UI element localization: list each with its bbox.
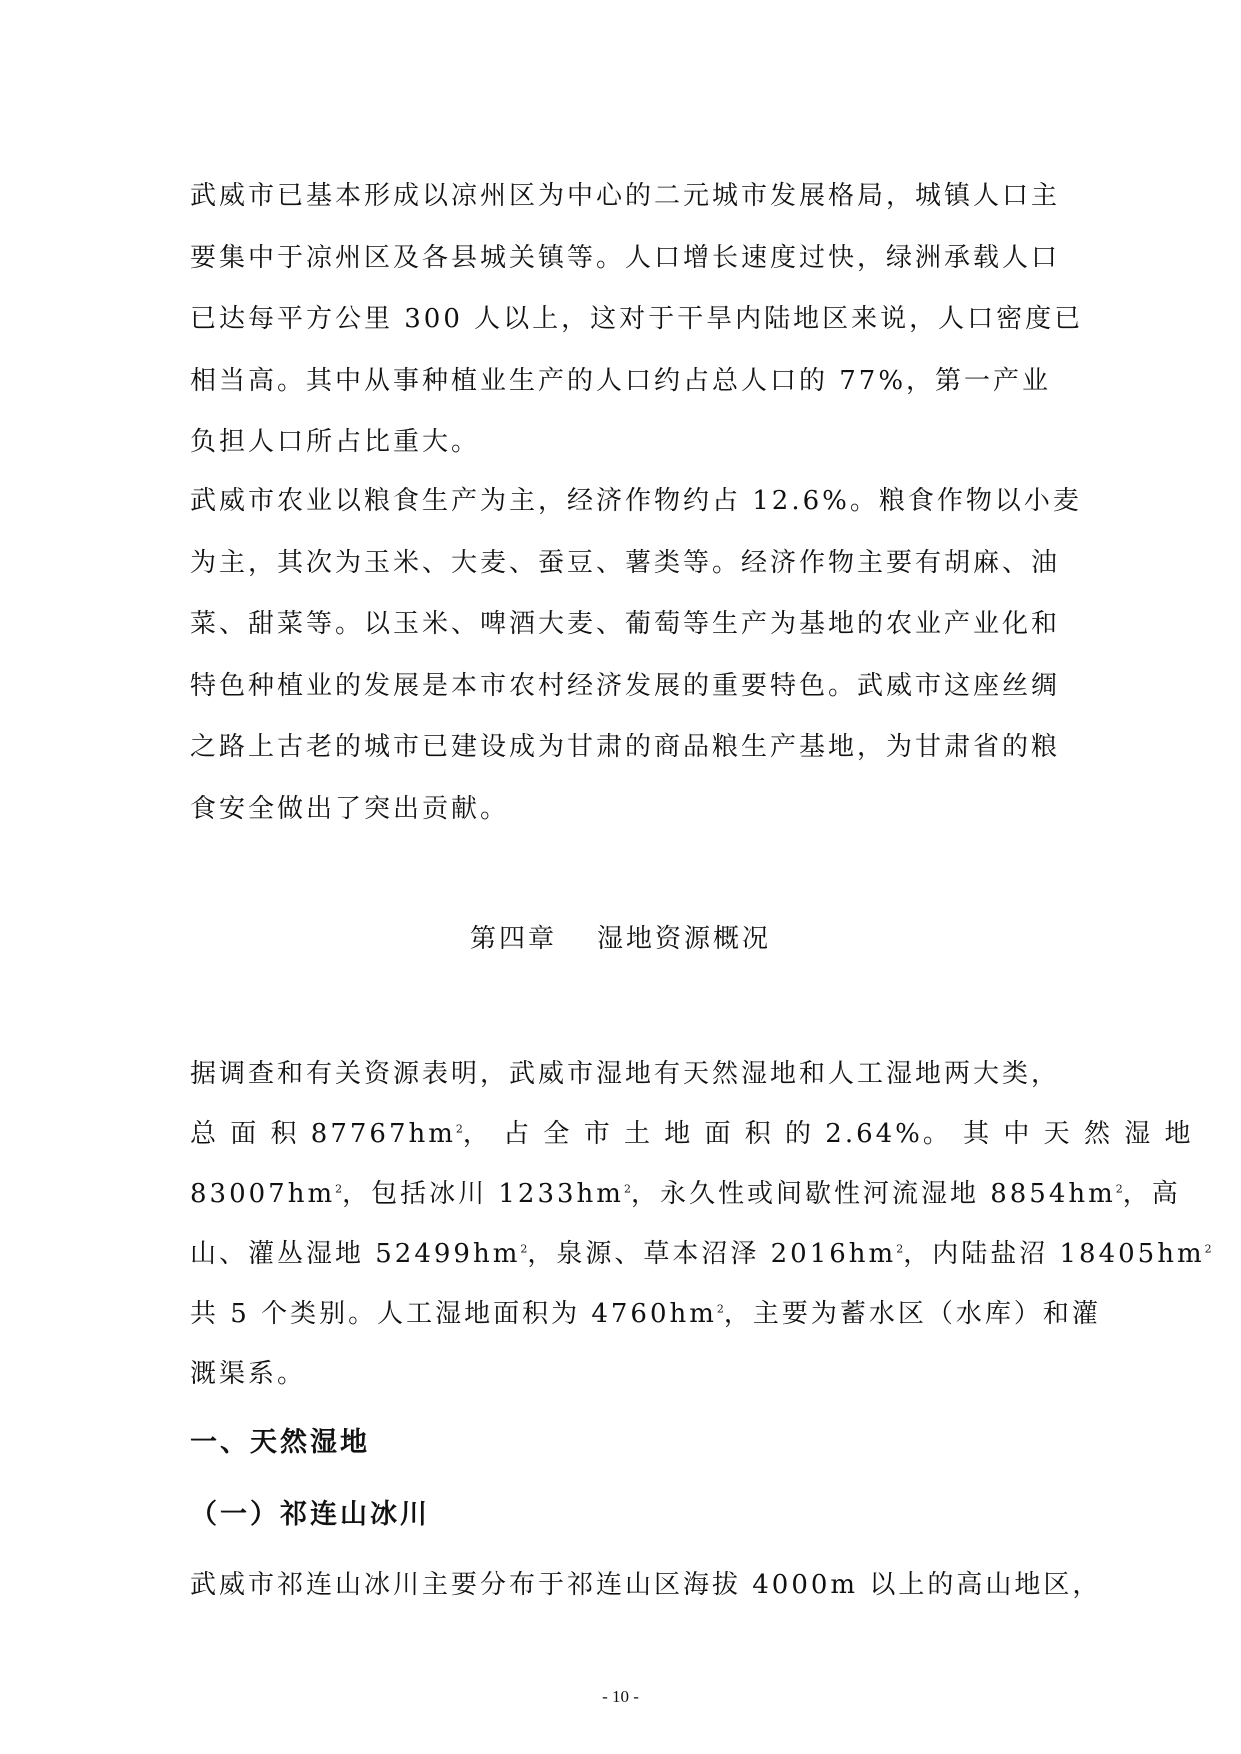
text-line: $83007hm^2$，包括冰川 $1233hm^2$，永久性或间歇性河流湿地 $8854hm^2$，高 bbox=[190, 1179, 1181, 1209]
paragraph-wetland-overview bbox=[190, 1044, 1212, 1404]
text-line: 共 5 个类别。人工湿地面积为 $4760hm^2$，主要为蓄水区（水库）和灌 bbox=[190, 1299, 1101, 1329]
section-heading: 一、天然湿地 bbox=[190, 1427, 370, 1458]
text-line: 相当高。其中从事种植业生产的人口约占总人口的 77%，第一产业 bbox=[190, 365, 1052, 396]
text-line: 菜、甜菜等。以玉米、啤酒大麦、葡萄等生产为基地的农业产业化和 bbox=[190, 609, 1061, 639]
paragraph-population bbox=[190, 166, 1084, 474]
chapter-number: 第四章 bbox=[469, 924, 557, 954]
text-line: 总 面 积 $87767hm^2$， 占 全 市 土 地 面 积 的 2.64%。 其 中 天 然 湿 地 bbox=[190, 1119, 1194, 1149]
subsection-heading: （一）祁连山冰川 bbox=[190, 1499, 430, 1530]
chapter-title: 湿地资源概况 bbox=[597, 924, 772, 954]
text-line: 据调查和有关资源表明，武威市湿地有天然湿地和人工湿地两大类， bbox=[190, 1059, 1061, 1089]
paragraph-glacier bbox=[190, 1555, 1102, 1615]
text-line: 之路上古老的城市已建设成为甘肃的商品粮生产基地，为甘肃省的粮 bbox=[190, 732, 1061, 762]
text-line: 负担人口所占比重大。 bbox=[190, 427, 481, 457]
text-line: 溉渠系。 bbox=[190, 1359, 307, 1389]
text-line: 要集中于凉州区及各县城关镇等。人口增长速度过快，绿洲承载人口 bbox=[190, 242, 1061, 273]
paragraph-agriculture bbox=[190, 471, 1082, 840]
text-line: 食安全做出了突出贡献。 bbox=[190, 793, 510, 824]
text-line: 武威市祁连山冰川主要分布于祁连山区海拔 4000m 以上的高山地区， bbox=[190, 1570, 1102, 1600]
text-line: 武威市已基本形成以凉州区为中心的二元城市发展格局，城镇人口主 bbox=[190, 181, 1061, 211]
text-line: 山、灌丛湿地 $52499hm^2$，泉源、草本沼泽 $2016hm^2$，内陆盐沼 $18405hm^2$ bbox=[190, 1239, 1212, 1269]
chapter-heading bbox=[0, 918, 1241, 955]
text-line: 武威市农业以粮食生产为主，经济作物约占 12.6%。粮食作物以小麦 bbox=[190, 486, 1082, 516]
text-line: 为主，其次为玉米、大麦、蚕豆、薯类等。经济作物主要有胡麻、油 bbox=[190, 547, 1061, 578]
page-number: - 10 - bbox=[602, 1687, 639, 1706]
text-line: 特色种植业的发展是本市农村经济发展的重要特色。武威市这座丝绸 bbox=[190, 670, 1061, 701]
text-line: 已达每平方公里 300 人以上，这对于干旱内陆地区来说，人口密度已 bbox=[190, 304, 1084, 334]
